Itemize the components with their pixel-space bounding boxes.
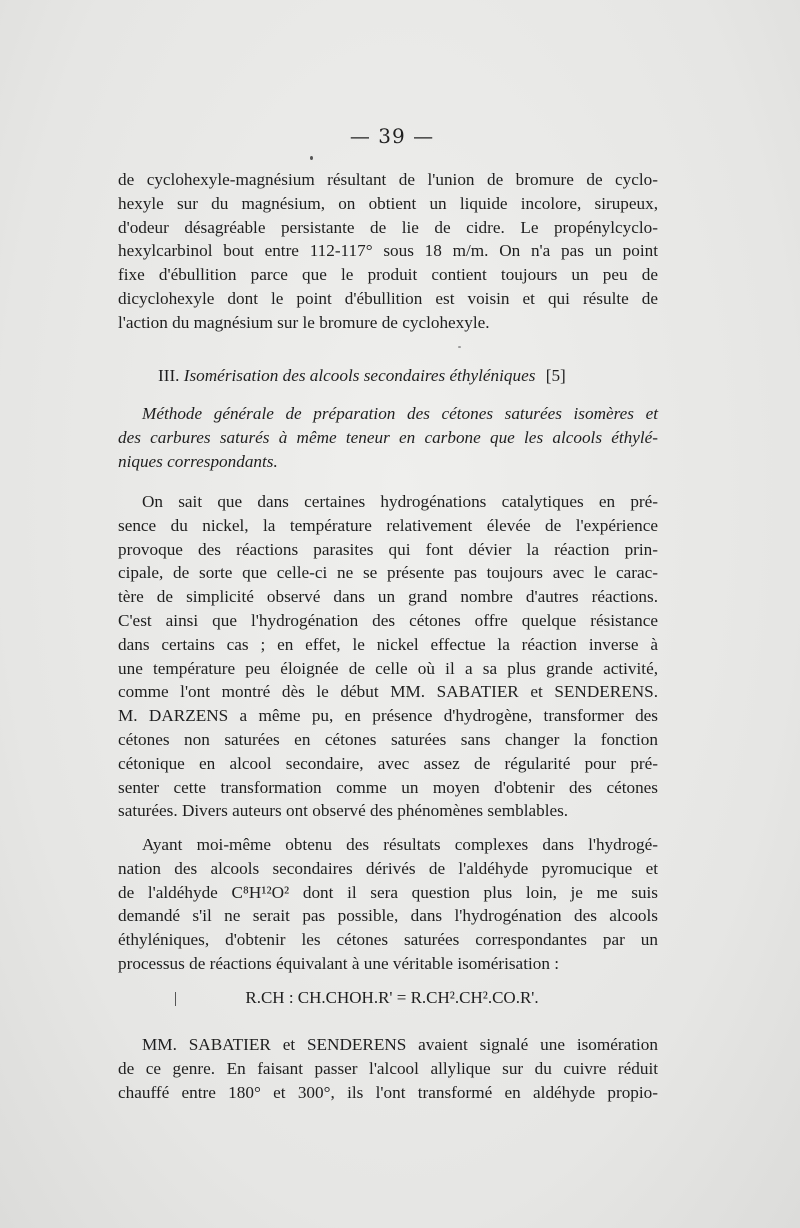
text-line: M. DARZENS a même pu, en présence d'hydrogène, transformer des	[118, 706, 658, 726]
paper-speck	[175, 992, 176, 1006]
text-line: d'odeur désagréable persistante de lie de cidre. Le propénylcyclo-	[118, 217, 658, 237]
text-line: une température peu éloignée de celle où il a sa plus grande activité,	[118, 658, 658, 678]
page-number: — 39 —	[349, 124, 435, 148]
text-line: demandé s'il ne serait pas possible, dans l'hydrogénation des alcools	[118, 906, 658, 926]
text-line: processus de réactions équivalant à une véritable isomérisation :	[118, 953, 560, 973]
text-line: de l'aldéhyde C⁸H¹²O² dont il sera question plus loin, je me suis	[118, 882, 658, 902]
text-line: l'action du magnésium sur le bromure de cyclohexyle.	[118, 312, 490, 332]
text-line: chauffé entre 180° et 300°, ils l'ont transformé en aldéhyde propio-	[118, 1082, 658, 1102]
paragraph-2	[118, 490, 658, 823]
text-line: Ayant moi-même obtenu des résultats complexes dans l'hydrogé-	[142, 835, 658, 854]
text-line: nation des alcools secondaires dérivés de l'aldéhyde pyromucique et	[118, 858, 658, 878]
paper-speck	[310, 156, 313, 160]
section-heading	[158, 366, 628, 386]
paper-speck	[458, 346, 461, 348]
text-line: hexylcarbinol bout entre 112-117° sous 18 m/m. On n'a pas un point	[118, 241, 658, 261]
text-line: cétones non saturées en cétones saturées sans changer la fonction	[118, 729, 658, 749]
text-line: tère de simplicité observé dans un grand nombre d'autres réactions.	[118, 587, 658, 607]
text-line: MM. SABATIER et SENDERENS avaient signalé une isomération	[142, 1035, 658, 1054]
text-line: de cyclohexyle-magnésium résultant de l'union de bromure de cyclo-	[118, 170, 658, 189]
section-reference: [5]	[545, 366, 566, 385]
text-line: des carbures saturés à même teneur en carbone que les alcools éthylé-	[118, 427, 658, 447]
chemical-formula: R.CH : CH.CHOH.R' = R.CH².CH².CO.R'.	[245, 988, 539, 1007]
text-line: C'est ainsi que l'hydrogénation des cétones offre quelque résistance	[118, 610, 658, 630]
text-line: On sait que dans certaines hydrogénations catalytiques en pré-	[142, 492, 658, 511]
text-line: comme l'ont montré dès le début MM. SABATIER et SENDERENS.	[118, 682, 658, 702]
text-line: sence du nickel, la température relativement élevée de l'expérience	[118, 515, 658, 535]
text-line: Méthode générale de préparation des cétones saturées isomères et	[142, 404, 658, 423]
text-line: hexyle sur du magnésium, on obtient un liquide incolore, sirupeux,	[118, 193, 658, 213]
text-line: niques correspondants.	[118, 451, 278, 471]
paragraph-3	[118, 833, 658, 976]
text-line: provoque des réactions parasites qui font dévier la réaction prin-	[118, 539, 658, 559]
paragraph-4	[118, 1033, 658, 1104]
text-line: saturées. Divers auteurs ont observé des phénomènes semblables.	[118, 801, 569, 821]
section-subtitle	[118, 402, 658, 473]
text-line: dans certains cas ; en effet, le nickel effectue la réaction inverse à	[118, 634, 658, 654]
text-line: cipale, de sorte que celle-ci ne se présente pas toujours avec le carac-	[118, 563, 658, 583]
text-line: fixe d'ébullition parce que le produit contient toujours un peu de	[118, 265, 658, 285]
section-number: III.	[158, 366, 180, 385]
text-line: cétonique en alcool secondaire, avec assez de régularité pour pré-	[118, 753, 658, 773]
text-line: de ce genre. En faisant passer l'alcool allylique sur du cuivre réduit	[118, 1058, 658, 1078]
section-title: Isomérisation des alcools secondaires éthyléniques	[183, 366, 536, 385]
text-line: éthyléniques, d'obtenir les cétones saturées correspondantes par un	[118, 930, 658, 950]
text-line: dicyclohexyle dont le point d'ébullition est voisin et qui résulte de	[118, 288, 658, 308]
text-line: senter cette transformation comme un moyen d'obtenir des cétones	[118, 777, 658, 797]
paragraph-1	[118, 168, 658, 335]
